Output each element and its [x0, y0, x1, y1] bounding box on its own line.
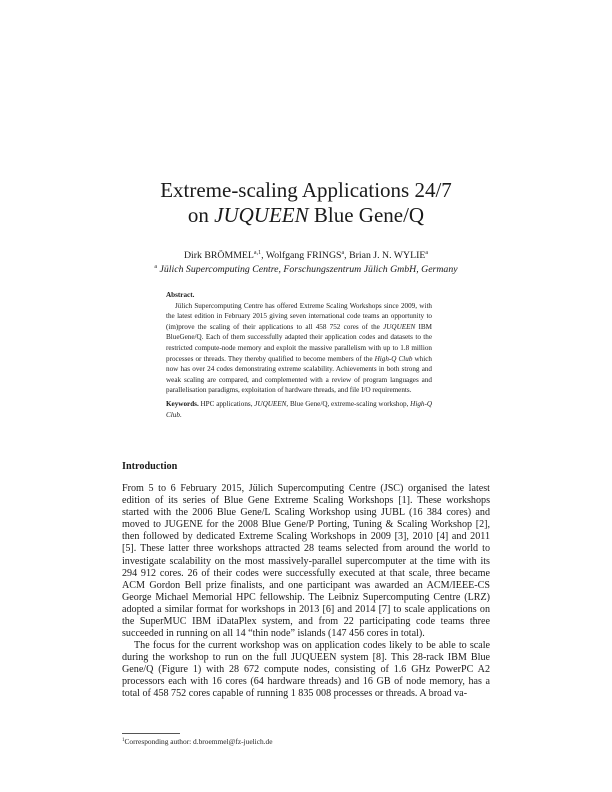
footnote-text: Corresponding author: d.broemmel@fz-juelich.de	[124, 737, 273, 746]
keywords-label: Keywords.	[166, 399, 199, 408]
author-3-mark: a	[425, 250, 429, 256]
paper-title-line-1: Extreme-scaling Applications 24/7	[160, 178, 452, 202]
footnote-rule	[122, 733, 180, 734]
abstract-juqueen: JUQUEEN	[383, 322, 416, 331]
author-separator: ,	[261, 250, 266, 261]
affiliation-mark: a	[154, 264, 158, 270]
author-list	[0, 250, 612, 261]
body-paragraph-2: The focus for the current workshop was on application codes likely to be able to scale during the workshop to run on the full JUQUEEN system [8]. This 28-rack IBM Blue Gene/Q (Figure 1) with 28 672 compute nodes, consisting of 1.6 GHz PowerPC A2 processors each with 16 cores (64 hardware threads) and 16 GB of node memory, has a total of 458 752 cores capable of running 1 835 008 processes or threads. A broad va-	[122, 640, 490, 700]
abstract-block	[166, 290, 432, 420]
abstract-text: Jülich Supercomputing Centre has offered Extreme Scaling Workshops since 2009, with the latest edition in February 2015 giving seven international code teams an opportunity to (im)prove the scaling of their applications to all 458 752 cores of the	[166, 301, 432, 331]
footnote-number: 1	[122, 738, 125, 743]
abstract-heading: Abstract.	[166, 291, 195, 299]
abstract-highq: High-Q Club	[374, 354, 413, 363]
author-2-mark: a	[341, 250, 345, 256]
keywords-highq: High-Q Club	[166, 399, 432, 419]
keywords	[166, 399, 432, 420]
keywords-text: , Blue Gene/Q, extreme-scaling workshop,	[286, 399, 411, 408]
author-3: Brian J. N. WYLIE	[349, 250, 426, 261]
footnote	[122, 737, 273, 746]
abstract-text: IBM BlueGene/Q. Each of them successfully adapted their application codes and datasets to the restricted compute-node memory and exploit the massive parallelism with up to 1.8 million processes or threads. They thereby qualified to become members of the	[166, 322, 432, 363]
author-1: Dirk BRÖMMEL	[183, 250, 254, 261]
author-2: Wolfgang FRINGS	[265, 250, 342, 261]
paper-title-line-2	[0, 205, 612, 226]
affiliation-text: Jülich Supercomputing Centre, Forschungszentrum Jülich GmbH, Germany	[157, 264, 458, 275]
abstract-body	[166, 301, 432, 396]
section-heading-introduction: Introduction	[122, 461, 178, 472]
title-suffix: Blue Gene/Q	[308, 203, 425, 227]
title-prefix: on	[187, 203, 215, 227]
author-separator: ,	[344, 250, 350, 261]
author-1-mark: a,1	[253, 250, 262, 256]
keywords-text: .	[179, 410, 182, 419]
keywords-text: HPC applications,	[198, 399, 255, 408]
abstract-text: which now has over 24 codes demonstrating extreme scalability. Achievements in both strong and weak scaling are compared, and complemented with a review of program languages and parallelisation paradigms, exploitation of hardware threads, and file I/O requirements.	[166, 354, 432, 395]
keywords-juqueen: JUQUEEN	[254, 399, 287, 408]
title-juqueen: JUQUEEN	[214, 203, 309, 227]
body-paragraph-1: From 5 to 6 February 2015, Jülich Supercomputing Centre (JSC) organised the latest edition of its series of Blue Gene Extreme Scaling Workshops [1]. These workshops started with the 2006 Blue Gene/L Scaling Workshop using JUBL (16 384 cores) and moved to JUGENE for the 2008 Blue Gene/P Porting, Tuning & Scaling Workshop [2], then followed by dedicated Extreme Scaling Workshops in 2009 [3], 2010 [4] and 2011 [5]. These latter three workshops attracted 28 teams selected from around the world to investigate scalability on the most massively-parallel supercomputer at the time with its 294 912 cores. 26 of their codes were successfully executed at that scale, three became ACM Gordon Bell prize finalists, and one participant was awarded an ACM/IEEE-CS George Michael Memorial HPC fellowship. The Leibniz Supercomputing Centre (LRZ) adopted a similar format for workshops in 2013 [6] and 2014 [7] to scale applications on the SuperMUC IBM iDataPlex system, and from 22 participating code teams three succeeded in running on all 14 “thin node” islands (147 456 cores in total).	[122, 483, 490, 640]
affiliation	[0, 264, 612, 275]
